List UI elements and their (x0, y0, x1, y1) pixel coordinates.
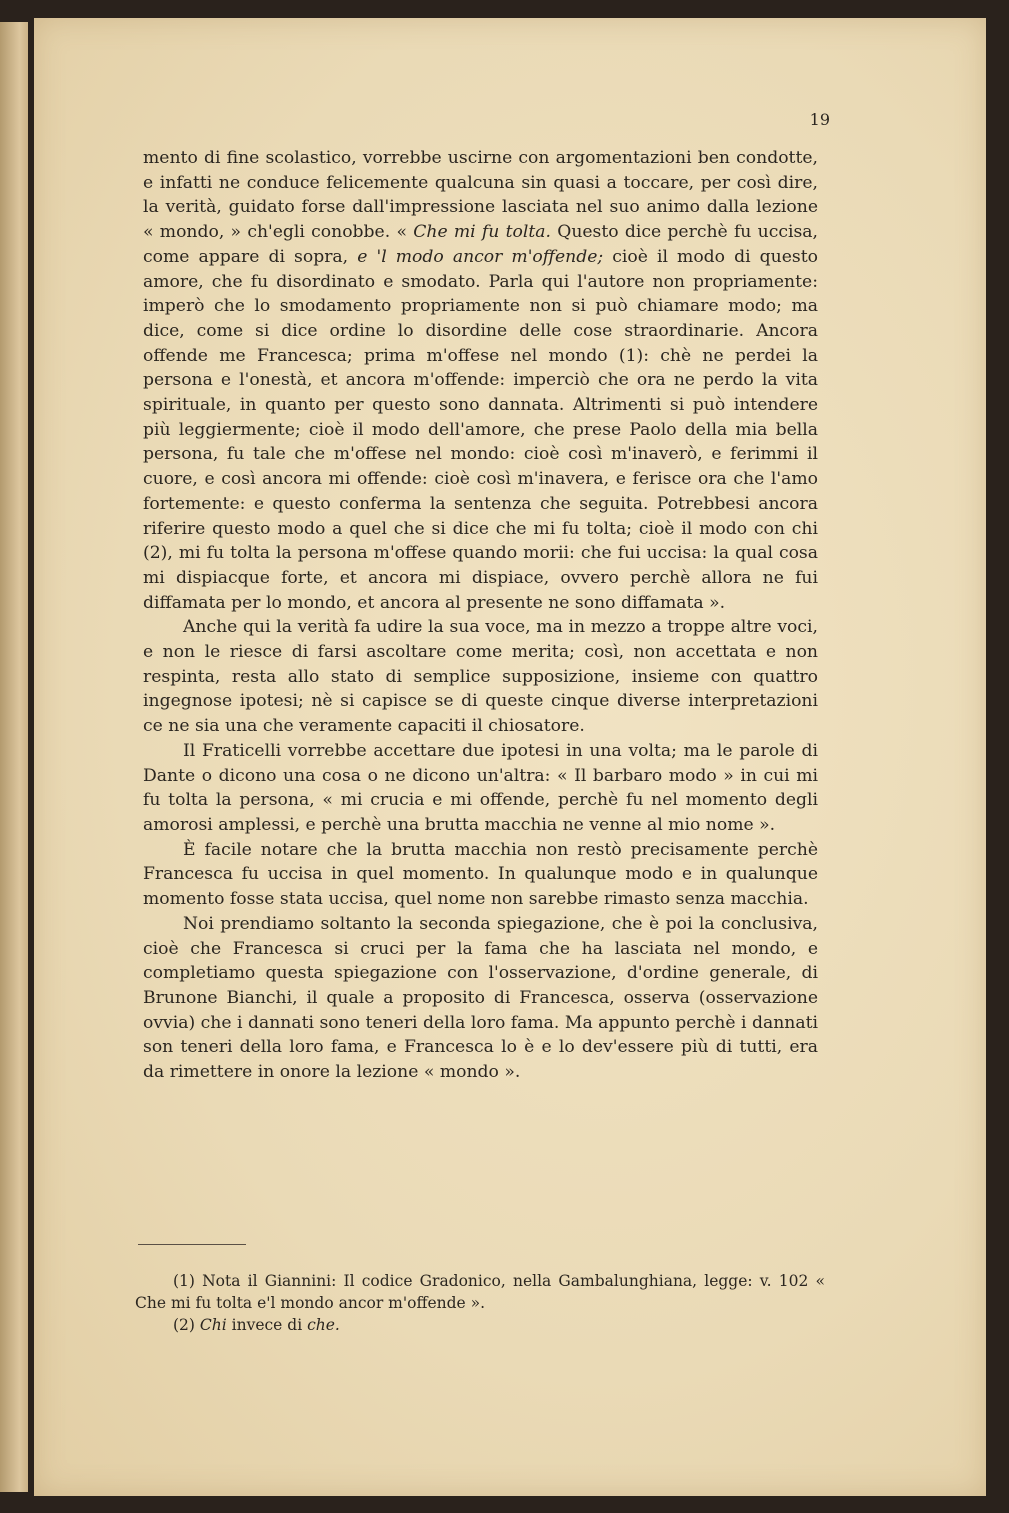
paragraph (143, 146, 818, 615)
paragraph (143, 838, 818, 912)
italic-text: Che mi fu tolta. (413, 222, 551, 243)
text-span: (2) (173, 1316, 200, 1334)
text-span: Noi prendiamo soltanto la seconda spiegazione, che è poi la conclusiva, cioè che Francesca si cruci per la fama che ha lasciata nel mondo, e completiamo questa spiegazione con l'osservazione, d'ordine generale, di Brunone Bianchi, il quale a proposito di Francesca, osserva (osservazione ovvia) che i dannati sono teneri della loro fama. Ma appunto perchè i dannati son teneri della loro fama, e Francesca lo è e lo dev'essere più di tutti, era da rimettere in onore la lezione « mondo ». (143, 913, 818, 1083)
text-span: Questo dice perchè fu uccisa, come appare di sopra, (143, 222, 818, 267)
italic-text: che. (307, 1316, 340, 1334)
body-text (143, 146, 818, 1085)
paragraph (143, 739, 818, 838)
page-number: 19 (809, 110, 830, 129)
text-span: mento di fine scolastico, vorrebbe uscirne con argomentazioni ben condotte, e infatti ne conduce felicemente qualcuna sin quasi a toccare, per così dire, la verità, guidato forse dall'impressione lasciata nel suo animo dalla lezione « mondo, » ch'egli conobbe. « (143, 148, 818, 243)
footnote-separator (138, 1244, 246, 1245)
text-span: È facile notare che la brutta macchia non restò precisamente perchè Francesca fu uccisa in quel momento. In qualunque modo e in qualunque momento fosse stata uccisa, quel nome non sarebbe rimasto senza macchia. (143, 839, 818, 910)
italic-text: e 'l modo ancor m'offende; (357, 246, 604, 267)
paragraph (143, 615, 818, 739)
text-span: Il Fraticelli vorrebbe accettare due ipotesi in una volta; ma le parole di Dante o dicono una cosa o ne dicono un'altra: « Il barbaro modo » in cui mi fu tolta la persona, « mi crucia e mi offende, perchè fu nel momento degli amorosi amplessi, e perchè una brutta macchia ne venne al mio nome ». (143, 740, 818, 835)
footnote (135, 1270, 825, 1314)
adjacent-page-edge (0, 22, 28, 1492)
text-span: cioè il modo di questo amore, che fu disordinato e smodato. Parla qui l'autore non propriamente: imperò che lo smodamento propriamente non si può chiamare modo; ma dice, come si dice ordine lo disordine delle cose straordinarie. Ancora offende me Francesca; prima m'offese nel mondo (1): chè ne perdei la persona e l'onestà, et ancora m'offende: imperciò che ora ne perdo la vita spirituale, in quanto per questo sono dannata. Altrimenti si può intendere più leggiermente; cioè il modo dell'amore, che prese Paolo della mia bella persona, fu tale che m'offese nel mondo: cioè così m'inaverò, e ferimmi il cuore, e così ancora mi offende: cioè così m'inavera, e ferisce ora che l'amo fortemente: e questo conferma la sentenza che seguita. Potrebbesi ancora riferire questo modo a quel che si dice che mi fu tolta; cioè il modo con chi (2), mi fu tolta la persona m'offese quando morii: che fui uccisa: la qual cosa mi dispiacque forte, et ancora mi dispiace, ovvero perchè allora ne fui diffamata per lo mondo, et ancora al presente ne sono diffamata ». (143, 246, 818, 613)
italic-text: Chi (199, 1316, 227, 1334)
text-span: Anche qui la verità fa udire la sua voce, ma in mezzo a troppe altre voci, e non le riesce di farsi ascoltare come merita; così, non accettata e non respinta, resta allo stato di semplice supposizione, insieme con quattro ingegnose ipotesi; nè si capisce se di queste cinque diverse interpretazioni ce ne sia una che veramente capaciti il chiosatore. (143, 617, 818, 737)
paragraph (143, 912, 818, 1085)
text-span: (1) Nota il Giannini: Il codice Gradonico, nella Gambalunghiana, legge: v. 102 « Che mi fu tolta e'l mondo ancor m'offende ». (135, 1272, 825, 1312)
footnote (135, 1314, 825, 1336)
text-span: invece di (226, 1316, 308, 1334)
footnotes (135, 1270, 825, 1336)
